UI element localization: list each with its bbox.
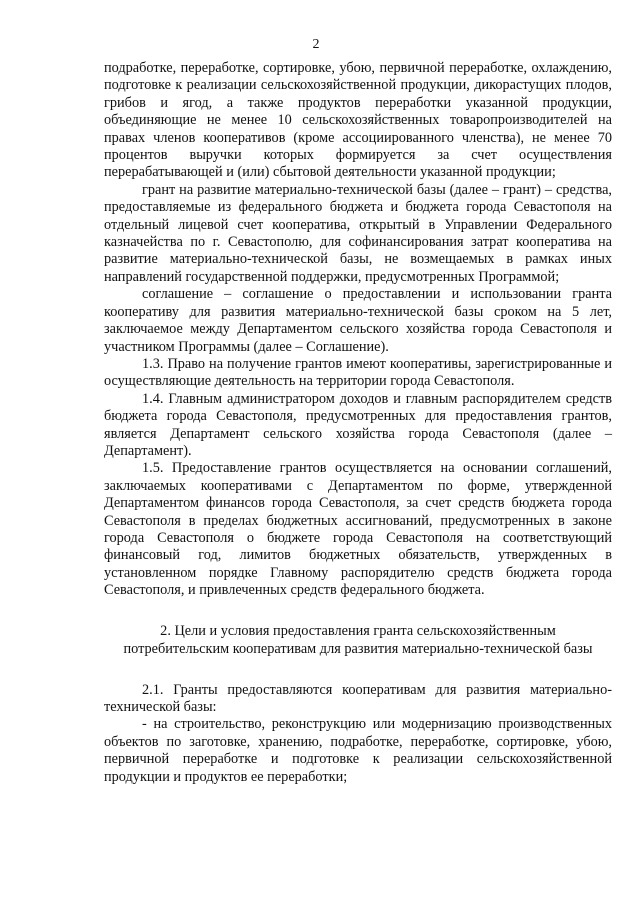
list-item-construction: - на строительство, реконструкцию или модернизацию производственных объектов по заготовке, хранению, подработке, переработке, сортировке, убою, первичной переработке и подготовке к реализации сельскохозяйственной продукции и продуктов ее переработки; — [104, 716, 612, 785]
paragraph-cooperative-definition: подработке, переработке, сортировке, убою, первичной переработке, охлаждению, подготовке к реализации сельскохозяйственной продукции, дикорастущих плодов, грибов и ягод, а также продуктов переработки указанной продукции, объединяющие не менее 10 сельскохозяйственных товаропроизводителей на правах членов кооперативов (кроме ассоциированного членства), не менее 70 процентов выручки которых формируется за счет осуществления перерабатывающей и (или) сбытовой деятельности указанной продукции; — [104, 60, 612, 181]
section-2-heading — [104, 622, 612, 658]
document-body — [104, 60, 612, 786]
section-2-heading-line-2: потребительским кооперативам для развития материально-технической базы — [123, 640, 593, 657]
paragraph-agreement-definition: соглашение – соглашение о предоставлении и использовании гранта кооперативу для развития материально-технической базы сроком на 5 лет, заключаемое между Департаментом сельского хозяйства города Севастополя и участником Программы (далее – Соглашение). — [104, 286, 612, 355]
paragraph-1-4: 1.4. Главным администратором доходов и главным распорядителем средств бюджета города Севастополя, предусмотренных для предоставления грантов, является Департамент сельского хозяйства города Севастополя (далее – Департамент). — [104, 390, 612, 459]
paragraph-2-1: 2.1. Гранты предоставляются кооперативам для развития материально-технической базы: — [104, 681, 612, 715]
section-2-heading-line-1: 2. Цели и условия предоставления гранта сельскохозяйственным — [160, 622, 556, 639]
paragraph-1-5: 1.5. Предоставление грантов осуществляется на основании соглашений, заключаемых кооперативами с Департаментом по форме, утвержденной Департаментом финансов города Севастополя, за счет средств бюджета города Севастополя в пределах бюджетных ассигнований, предусмотренных в законе города Севастополя о бюджете города Севастополя на соответствующий финансовый год, лимитов бюджетных обязательств, утвержденных в установленном порядке Главному распорядителю средств бюджета города Севастополя, и привлеченных средств федерального бюджета. — [104, 460, 612, 599]
paragraph-grant-definition: грант на развитие материально-технической базы (далее – грант) – средства, предоставляемые из федерального бюджета и бюджета города Севастополя на отдельный лицевой счет кооператива, открытый в Управлении Федерального казначейства по г. Севастополю, для софинансирования затрат кооператива на развитие материально-технической базы, не возмещаемых в рамках иных направлений государственной поддержки, предусмотренных Программой; — [104, 181, 612, 285]
paragraph-1-3: 1.3. Право на получение грантов имеют кооперативы, зарегистрированные и осуществляющие деятельность на территории города Севастополя. — [104, 355, 612, 390]
page-number: 2 — [312, 37, 320, 52]
